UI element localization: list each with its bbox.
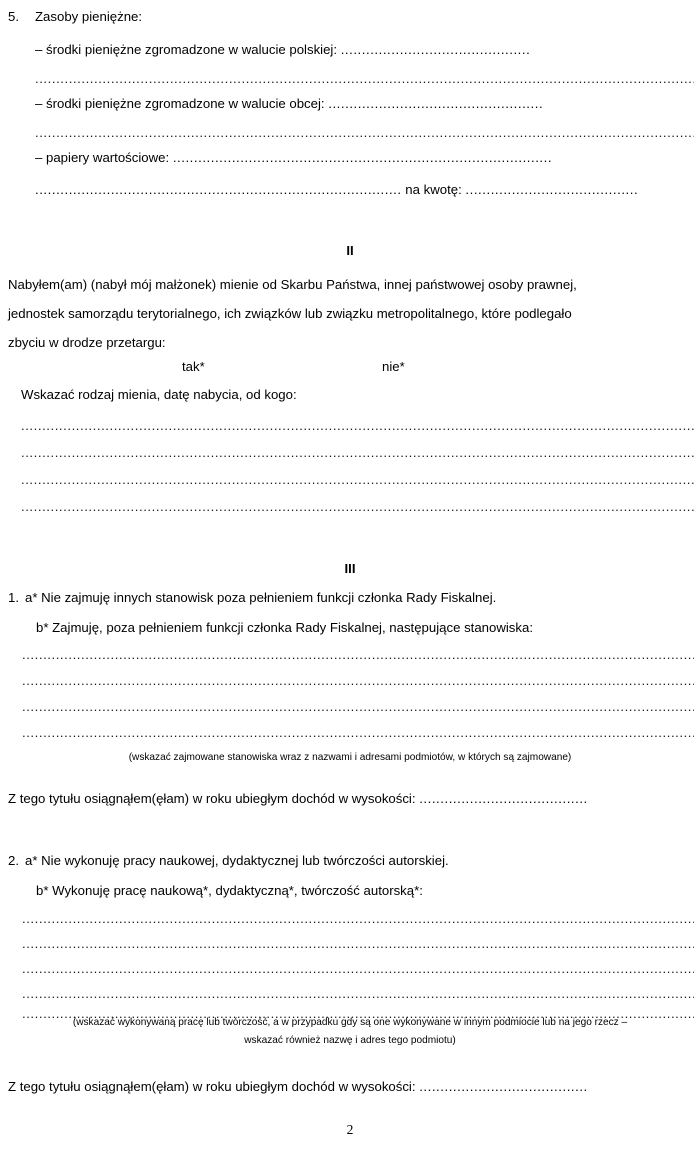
section-5-number-text: 5. — [8, 9, 19, 24]
section-2-option-yes[interactable]: tak* — [182, 359, 205, 374]
section-3-item-1-income-leader[interactable]: ........................................ — [419, 791, 588, 806]
section-2-blank-line-3[interactable] — [21, 473, 694, 487]
section-3-item-1-option-a[interactable]: a* Nie zajmuję innych stanowisk poza pełnieniem funkcji członka Rady Fiskalnej. — [25, 590, 497, 605]
section-3-roman-heading: III — [344, 561, 356, 576]
section-5-item-1-blank-line[interactable] — [35, 72, 694, 86]
section-3-item-1-blank-line-3[interactable] — [22, 700, 694, 714]
section-5-item-1 — [35, 41, 530, 58]
section-5-item-3-leader[interactable]: .......................................................................................... — [172, 150, 553, 165]
section-2-blank-line-1[interactable] — [21, 419, 694, 433]
section-3-item-2-income-leader[interactable]: ........................................ — [419, 1079, 588, 1094]
section-5-item-3 — [35, 149, 552, 166]
section-5-amount-label: na kwotę: — [405, 182, 462, 197]
section-3-item-2-income-label: Z tego tytułu osiągnąłem(ęłam) w roku ubiegłym dochód w wysokości: — [8, 1079, 416, 1094]
section-5-item-1-dash: – — [35, 42, 43, 57]
section-5-amount-leader-left[interactable]: ....................................................................................... — [35, 182, 402, 197]
section-3-item-1-option-b[interactable]: b* Zajmuję, poza pełnieniem funkcji członka Rady Fiskalnej, następujące stanowiska: — [36, 620, 533, 635]
section-2-paragraph-line-3: zbyciu w drodze przetargu: — [8, 335, 166, 350]
section-3-item-2-number: 2. — [8, 853, 19, 868]
section-3-item-1-blank-line-4[interactable] — [22, 726, 694, 740]
section-2-paragraph-line-1: Nabyłem(am) (nabył mój małżonek) mienie od Skarbu Państwa, innej państwowej osoby prawnej, — [8, 277, 577, 292]
section-3-item-2-option-a[interactable]: a* Nie wykonuję pracy naukowej, dydaktycznej lub twórczości autorskiej. — [25, 853, 449, 868]
section-3-item-2-caption-line-1: (wskazać wykonywaną pracę lub twórczość, a w przypadku gdy są one wykonywane w innym podmiocie lub na jego rzecz – — [72, 1017, 628, 1028]
section-5-heading: Zasoby pieniężne: — [35, 9, 143, 24]
section-3-item-2-blank-line-1[interactable] — [22, 912, 694, 926]
section-3-item-1-blank-line-2[interactable] — [22, 674, 694, 688]
section-3-item-1-caption: (wskazać zajmowane stanowiska wraz z nazwami i adresami podmiotów, w których są zajmowane) — [128, 752, 572, 763]
section-2-option-no[interactable]: nie* — [382, 359, 405, 374]
section-3-item-2-blank-line-2[interactable] — [22, 937, 694, 951]
section-5-item-2-blank-line[interactable] — [35, 126, 694, 140]
section-2-paragraph-line-2: jednostek samorządu terytorialnego, ich związków lub związku metropolitalnego, które podlegało — [8, 306, 572, 321]
page-number: 2 — [346, 1122, 354, 1137]
section-3-item-2-blank-line-4[interactable] — [22, 987, 694, 1001]
section-5-item-2-leader[interactable]: ................................................... — [328, 96, 544, 111]
section-3-item-1-number: 1. — [8, 590, 19, 605]
section-5-item-2-label: środki pieniężne zgromadzone w walucie obcej: — [46, 96, 325, 111]
section-3-item-1-blank-line-1[interactable] — [22, 648, 694, 662]
section-5-item-1-leader[interactable]: ............................................. — [340, 42, 531, 57]
section-2-blank-line-2[interactable] — [21, 446, 694, 460]
section-5-item-2-dash: – — [35, 96, 43, 111]
section-3-item-1-income-label: Z tego tytułu osiągnąłem(ęłam) w roku ubiegłym dochód w wysokości: — [8, 791, 416, 806]
section-3-item-1-income-row — [8, 790, 588, 807]
section-5-item-3-label: papiery wartościowe: — [46, 150, 170, 165]
section-5-item-3-dash: – — [35, 150, 43, 165]
section-3-item-2-income-row — [8, 1078, 588, 1095]
section-5-number — [8, 8, 19, 25]
section-2-roman-heading: II — [346, 243, 354, 258]
section-5-item-2 — [35, 95, 543, 112]
section-3-item-2-caption-line-2: wskazać również nazwę i adres tego podmiotu) — [244, 1035, 456, 1046]
section-3-item-2-option-b[interactable]: b* Wykonuję pracę naukową*, dydaktyczną*, twórczość autorską*: — [36, 883, 423, 898]
section-5-amount-row — [35, 181, 638, 198]
section-3-item-2-blank-line-3[interactable] — [22, 962, 694, 976]
section-2-instruction: Wskazać rodzaj mienia, datę nabycia, od kogo: — [21, 387, 297, 402]
section-5-amount-leader-right[interactable]: ......................................... — [465, 182, 639, 197]
section-5-item-1-label: środki pieniężne zgromadzone w walucie polskiej: — [46, 42, 338, 57]
section-2-blank-line-4[interactable] — [21, 500, 694, 514]
